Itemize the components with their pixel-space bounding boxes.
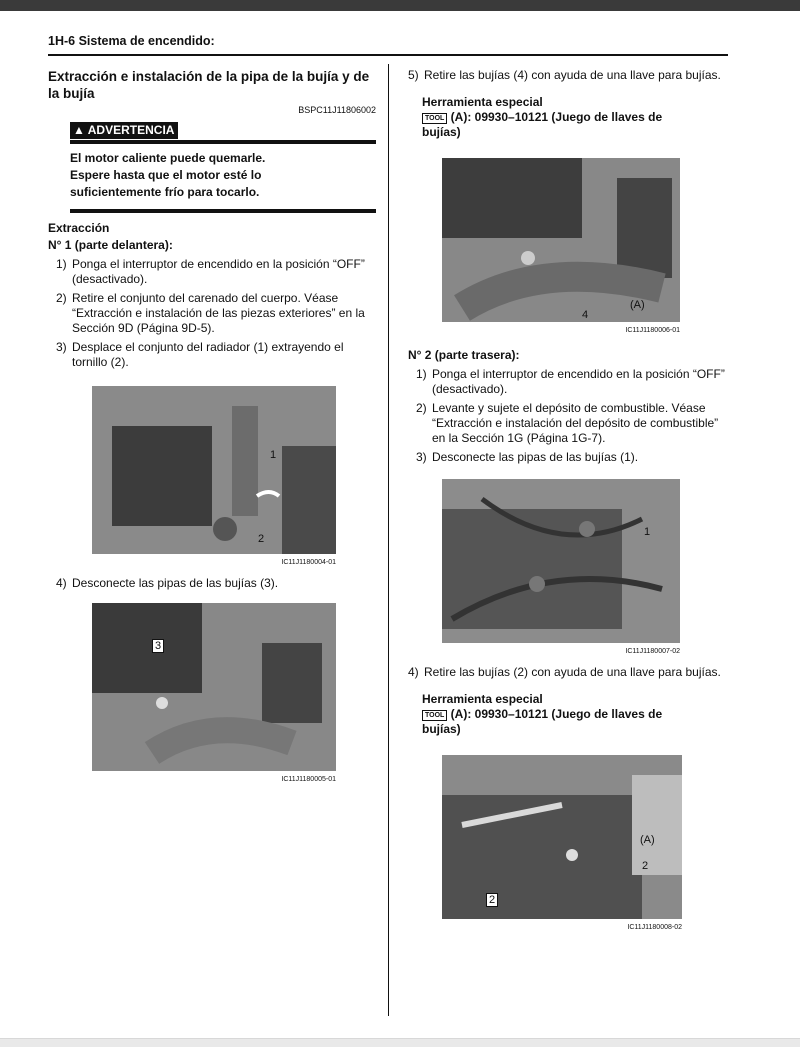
special-tool-line	[422, 110, 730, 125]
step-item	[56, 291, 376, 336]
figure-plug-caps	[92, 603, 336, 771]
engine-photo	[442, 479, 680, 643]
callout-2: 2	[642, 860, 649, 872]
step-item	[416, 367, 730, 397]
step-text: Desconecte las pipas de las bujías (1).	[432, 450, 639, 464]
bottom-bar	[0, 1038, 800, 1047]
figure-5-wrap	[442, 755, 682, 935]
column-divider	[388, 64, 389, 1016]
special-tool-line-2: bujías)	[422, 125, 461, 139]
figure-3-wrap	[442, 158, 680, 338]
step-number: 4)	[408, 665, 419, 679]
warning-line: Espere hasta que el motor esté lo	[70, 168, 262, 182]
section-title: Extracción e instalación de la pipa de la bujía y de la bujía	[48, 69, 370, 101]
warning-text	[70, 150, 376, 201]
step-text: Ponga el interruptor de encendido en la posición “OFF” (desactivado).	[432, 367, 725, 396]
tool-text: (A): 09930–10121 (Juego de llaves de	[450, 707, 663, 721]
header-rule	[48, 54, 728, 56]
figure-plug-caps-rear	[442, 479, 680, 643]
figure-caption: IC11J1180007-02	[625, 648, 680, 655]
step-number: 5)	[408, 68, 419, 82]
engine-photo	[92, 603, 336, 771]
step-5-front	[408, 68, 730, 83]
step-number: 2)	[416, 401, 427, 415]
step-item	[416, 450, 730, 465]
step-item	[56, 340, 376, 370]
figure-caption: IC11J1180008-02	[627, 924, 682, 931]
callout-1: 1	[644, 526, 651, 538]
step-number: 3)	[416, 450, 427, 464]
step-text: Retire las bujías (2) con ayuda de una llave para bujías.	[424, 665, 721, 679]
warning-line: El motor caliente puede quemarle.	[70, 151, 266, 165]
step-text: Desplace el conjunto del radiador (1) extrayendo el tornillo (2).	[72, 340, 344, 369]
special-tool-line	[422, 707, 730, 722]
top-bar	[0, 0, 800, 11]
warning-rule	[70, 209, 376, 213]
warning-line: suficientemente frío para tocarlo.	[70, 185, 260, 199]
figure-spark-plug-front	[442, 158, 680, 322]
step-number: 2)	[56, 291, 67, 305]
left-column	[48, 68, 376, 787]
warning-header	[70, 122, 376, 144]
figure-4-wrap	[442, 479, 680, 659]
step-text: Desconecte las pipas de las bujías (3).	[72, 576, 279, 590]
step-number: 1)	[56, 257, 67, 271]
figure-radiator	[92, 386, 336, 554]
subheading-rear: N° 2 (parte trasera):	[408, 348, 520, 362]
figure-caption: IC11J1180004-01	[281, 559, 336, 566]
step-item	[408, 68, 730, 83]
step-4-rear	[408, 665, 730, 680]
callout-3: 3	[152, 639, 164, 653]
step-item	[416, 401, 730, 446]
figure-spark-plug-rear	[442, 755, 682, 919]
subheading-extraccion: Extracción	[48, 221, 110, 235]
step-item	[56, 257, 376, 287]
figure-2-wrap	[92, 603, 336, 787]
callout-2-box: 2	[486, 893, 498, 907]
step-number: 4)	[56, 576, 67, 590]
figure-1-wrap	[92, 386, 336, 570]
callout-4: 4	[582, 309, 589, 321]
figure-caption: IC11J1180006-01	[625, 327, 680, 334]
figure-caption: IC11J1180005-01	[281, 776, 336, 783]
callout-a: (A)	[640, 834, 655, 846]
step-text: Ponga el interruptor de encendido en la posición “OFF” (desactivado).	[72, 257, 365, 286]
step-item	[56, 576, 376, 591]
tool-icon: TOOL	[422, 710, 447, 721]
step-4-front	[56, 576, 376, 591]
special-tool-line-2: bujías)	[422, 722, 461, 736]
callout-2: 2	[258, 533, 265, 545]
special-tool-title: Herramienta especial	[422, 692, 543, 706]
step-number: 1)	[416, 367, 427, 381]
special-tool-title: Herramienta especial	[422, 95, 543, 109]
step-item	[408, 665, 730, 680]
step-text: Retire el conjunto del carenado del cuerpo. Véase “Extracción e instalación de las piezas exteriores” en la Sección 9D (Página 9D-5).	[72, 291, 365, 335]
subheading-front: N° 1 (parte delantera):	[48, 238, 173, 252]
steps-rear	[416, 367, 730, 465]
step-text: Retire las bujías (4) con ayuda de una llave para bujías.	[424, 68, 721, 82]
tool-icon: TOOL	[422, 113, 447, 124]
right-column	[408, 68, 730, 935]
tool-text: (A): 09930–10121 (Juego de llaves de	[450, 110, 663, 124]
engine-photo	[92, 386, 336, 554]
step-text: Levante y sujete el depósito de combustible. Véase “Extracción e instalación del depósito de combustible” en la Sección 1G (Página 1G-7).	[432, 401, 719, 445]
warning-badge: ▲ ADVERTENCIA	[70, 122, 178, 139]
page-header: 1H-6 Sistema de encendido:	[48, 34, 215, 48]
steps-front	[56, 257, 376, 370]
doc-code: BSPC11J11806002	[298, 105, 376, 115]
callout-a: (A)	[630, 299, 645, 311]
callout-1: 1	[270, 449, 277, 461]
step-number: 3)	[56, 340, 67, 354]
